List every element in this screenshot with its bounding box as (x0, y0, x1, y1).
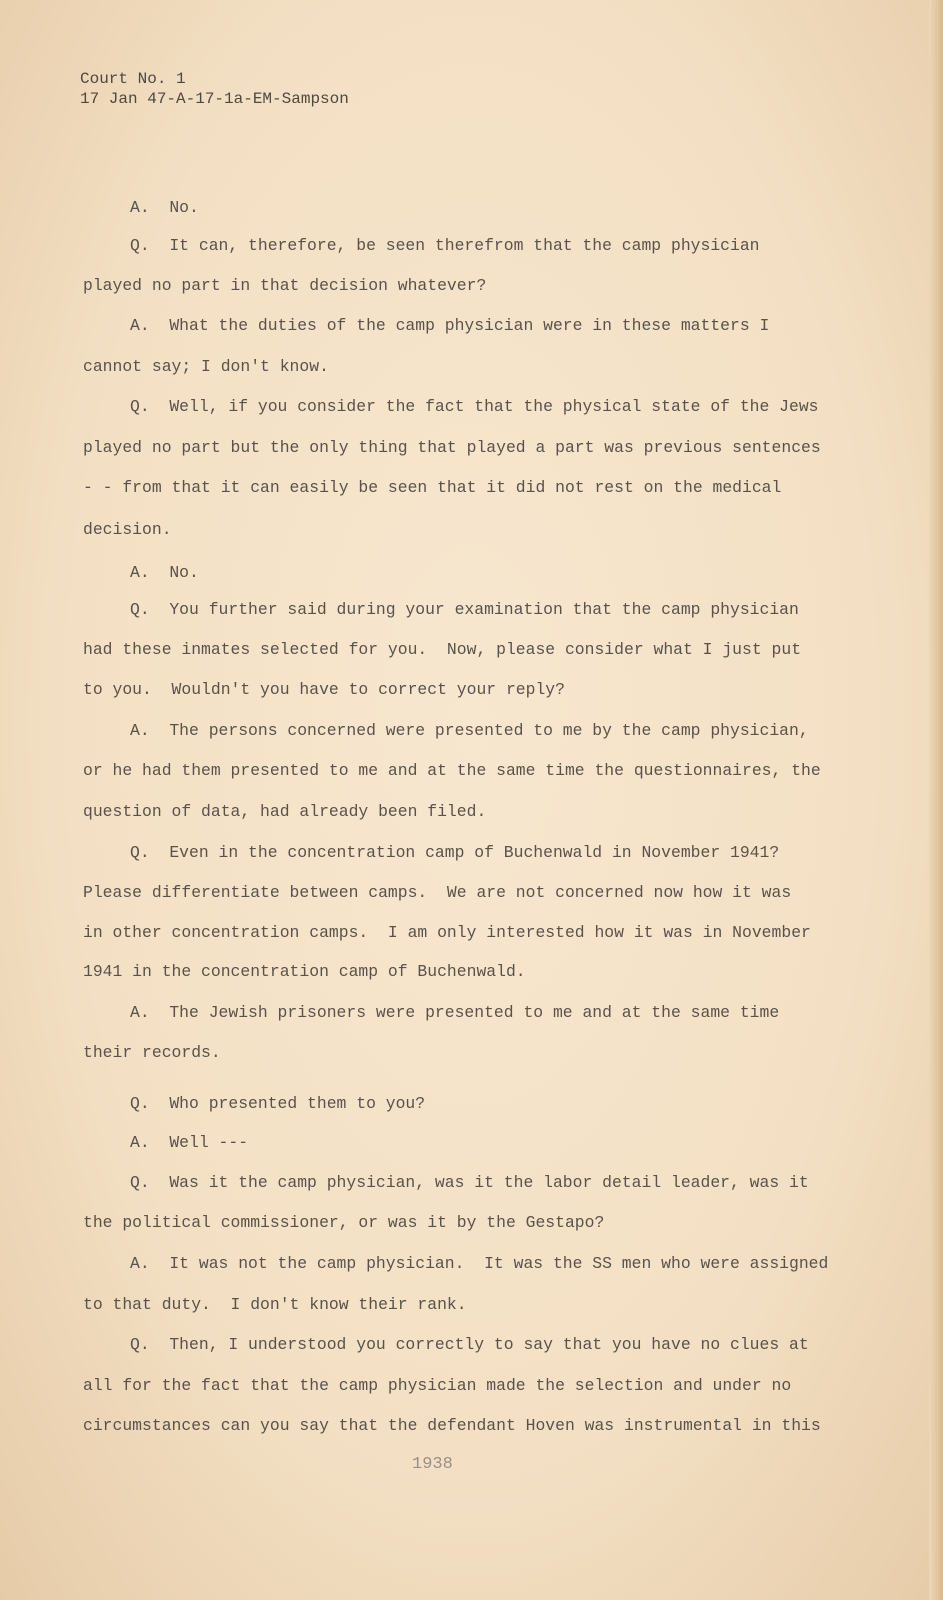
transcript-line: A. No. (130, 198, 199, 217)
transcript-line: - - from that it can easily be seen that it did not rest on the medical (83, 478, 782, 497)
transcript-line: 1941 in the concentration camp of Buchenwald. (83, 962, 526, 981)
transcript-line: A. The persons concerned were presented to me by the camp physician, (130, 721, 809, 740)
transcript-line: Q. It can, therefore, be seen therefrom that the camp physician (130, 236, 760, 255)
transcript-line: played no part in that decision whatever? (83, 276, 487, 295)
transcript-line: A. Well --- (130, 1133, 249, 1152)
transcript-line: A. It was not the camp physician. It was the SS men who were assigned (130, 1254, 829, 1273)
transcript-line: Q. Who presented them to you? (130, 1094, 426, 1113)
transcript-line: Q. Was it the camp physician, was it the labor detail leader, was it (130, 1173, 809, 1192)
transcript-line: decision. (83, 520, 172, 539)
transcript-line: Q. Well, if you consider the fact that the physical state of the Jews (130, 397, 819, 416)
page-number: 1938 (412, 1455, 453, 1474)
transcript-line: all for the fact that the camp physician made the selection and under no (83, 1376, 792, 1395)
transcript-line: A. What the duties of the camp physician were in these matters I (130, 316, 770, 335)
transcript-line: question of data, had already been filed. (83, 802, 487, 821)
transcript-line: A. The Jewish prisoners were presented to me and at the same time (130, 1003, 780, 1022)
court-number: Court No. 1 (80, 70, 186, 88)
page-edge (929, 0, 943, 1600)
transcript-line: in other concentration camps. I am only interested how it was in November (83, 923, 811, 942)
transcript-line: their records. (83, 1043, 221, 1062)
transcript-line: circumstances can you say that the defendant Hoven was instrumental in this (83, 1416, 821, 1435)
transcript-line: to you. Wouldn't you have to correct your reply? (83, 680, 565, 699)
transcript-line: A. No. (130, 563, 199, 582)
transcript-line: Q. Then, I understood you correctly to say that you have no clues at (130, 1335, 809, 1354)
transcript-line: had these inmates selected for you. Now, please consider what I just put (83, 640, 802, 659)
transcript-line: played no part but the only thing that played a part was previous sentences (83, 438, 821, 457)
transcript-line: the political commissioner, or was it by the Gestapo? (83, 1213, 605, 1232)
transcript-line: cannot say; I don't know. (83, 357, 329, 376)
document-reference: 17 Jan 47-A-17-1a-EM-Sampson (80, 90, 349, 108)
transcript-line: Q. You further said during your examination that the camp physician (130, 600, 799, 619)
transcript-line: to that duty. I don't know their rank. (83, 1295, 467, 1314)
transcript-line: Q. Even in the concentration camp of Buchenwald in November 1941? (130, 843, 780, 862)
transcript-line: Please differentiate between camps. We are not concerned now how it was (83, 883, 792, 902)
transcript-line: or he had them presented to me and at the same time the questionnaires, the (83, 761, 821, 780)
